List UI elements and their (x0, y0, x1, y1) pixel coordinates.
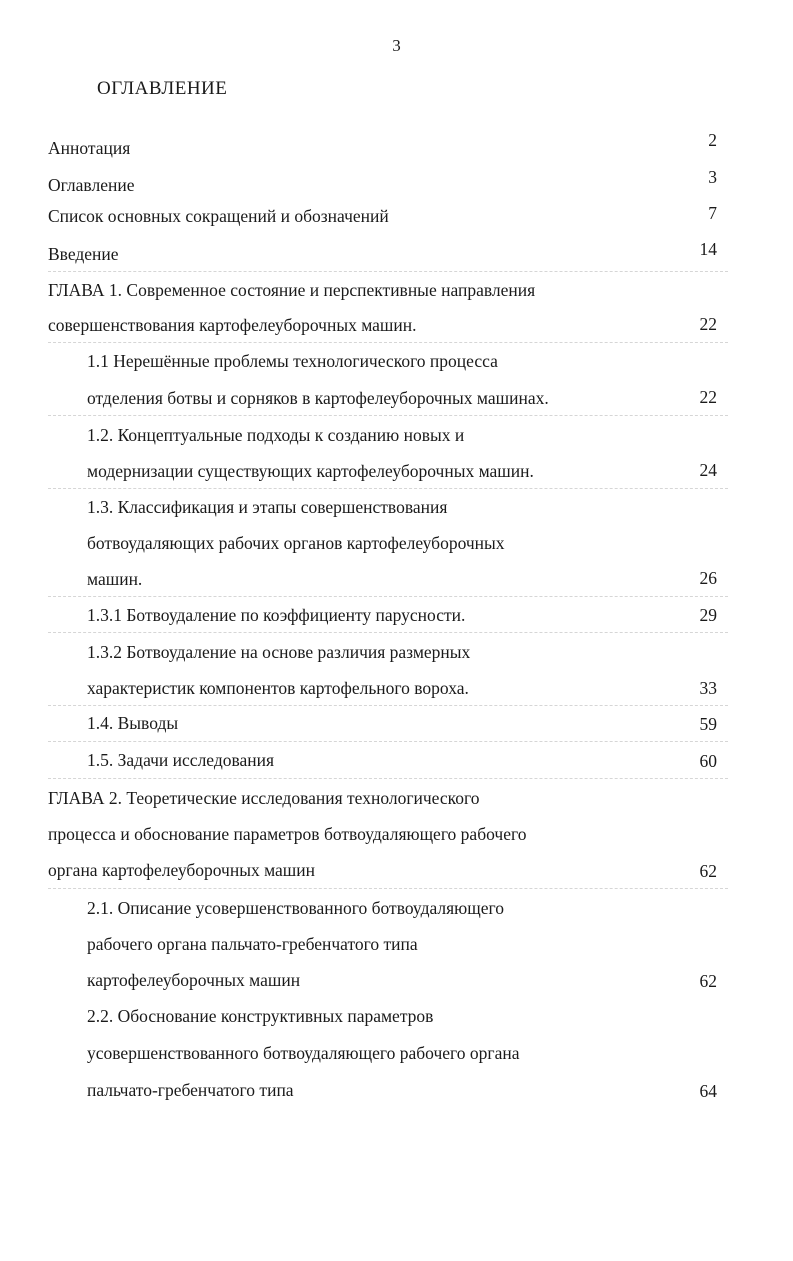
divider (48, 271, 728, 272)
divider (48, 415, 728, 416)
divider (48, 342, 728, 343)
toc-entry-page: 26 (699, 568, 717, 588)
toc-entry-text: характеристик компонентов картофельного вороха. (87, 678, 469, 698)
toc-entry-page: 7 (708, 203, 717, 223)
toc-entry-text: 1.2. Концептуальные подходы к созданию новых и (87, 425, 465, 445)
toc-entry-text: 1.1 Нерешённые проблемы технологического процесса (87, 351, 498, 371)
divider (48, 488, 728, 489)
divider (48, 596, 728, 597)
toc-entry-text: ГЛАВА 1. Современное состояние и перспективные направления (48, 280, 536, 300)
toc-entry-page: 59 (699, 714, 717, 734)
toc-entry-page: 14 (699, 239, 717, 259)
toc-entry-text: усовершенствованного ботвоудаляющего рабочего органа (87, 1043, 520, 1063)
toc-entry-page: 60 (699, 751, 717, 771)
divider (48, 741, 728, 742)
divider (48, 778, 728, 779)
toc-entry-text: отделения ботвы и сорняков в картофелеуборочных машинах. (87, 388, 549, 408)
toc-entry-page: 22 (699, 314, 717, 334)
toc-entry-text: машин. (87, 569, 143, 589)
toc-entry-text: 2.2. Обоснование конструктивных параметров (87, 1006, 434, 1026)
divider (48, 632, 728, 633)
divider (48, 888, 728, 889)
toc-entry-text: 1.5. Задачи исследования (87, 750, 275, 770)
toc-entry-text: картофелеуборочных машин (87, 970, 301, 990)
toc-entry-page: 33 (699, 678, 717, 698)
toc-entry-page: 22 (699, 387, 717, 407)
toc-entry-text: органа картофелеуборочных машин (48, 860, 316, 880)
toc-entry-text: модернизации существующих картофелеуборочных машин. (87, 461, 534, 481)
toc-entry-text: процесса и обоснование параметров ботвоудаляющего рабочего (48, 824, 527, 844)
toc-entry-page: 2 (708, 130, 717, 150)
toc-entry-text: 1.3.2 Ботвоудаление на основе различия размерных (87, 642, 471, 662)
toc-entry-page: 3 (708, 167, 717, 187)
toc-entry-text: ботвоудаляющих рабочих органов картофелеуборочных (87, 533, 505, 553)
toc-entry-text: 1.3. Классификация и этапы совершенствования (87, 497, 448, 517)
toc-entry-text: 1.3.1 Ботвоудаление по коэффициенту парусности. (87, 605, 466, 625)
toc-entry-page: 62 (699, 861, 717, 881)
toc-entry-text: 1.4. Выводы (87, 713, 179, 733)
toc-entry-text: совершенствования картофелеуборочных машин. (48, 315, 417, 335)
toc-entry-text: Аннотация (48, 138, 131, 158)
page-title: ОГЛАВЛЕНИЕ (97, 78, 228, 99)
toc-entry-page: 29 (699, 605, 717, 625)
page-number: 3 (392, 36, 401, 55)
toc-entry-text: ГЛАВА 2. Теоретические исследования технологического (48, 788, 480, 808)
toc-entry-text: Введение (48, 244, 119, 264)
toc-entry-text: Оглавление (48, 175, 135, 195)
toc-entry-page: 62 (699, 971, 717, 991)
toc-entry-text: Список основных сокращений и обозначений (48, 206, 389, 226)
toc-entry-page: 64 (699, 1081, 717, 1101)
toc-entry-text: 2.1. Описание усовершенствованного ботвоудаляющего (87, 898, 504, 918)
toc-entry-page: 24 (699, 460, 717, 480)
divider (48, 705, 728, 706)
toc-entry-text: рабочего органа пальчато-гребенчатого типа (87, 934, 418, 954)
toc-entry-text: пальчато-гребенчатого типа (87, 1080, 294, 1100)
